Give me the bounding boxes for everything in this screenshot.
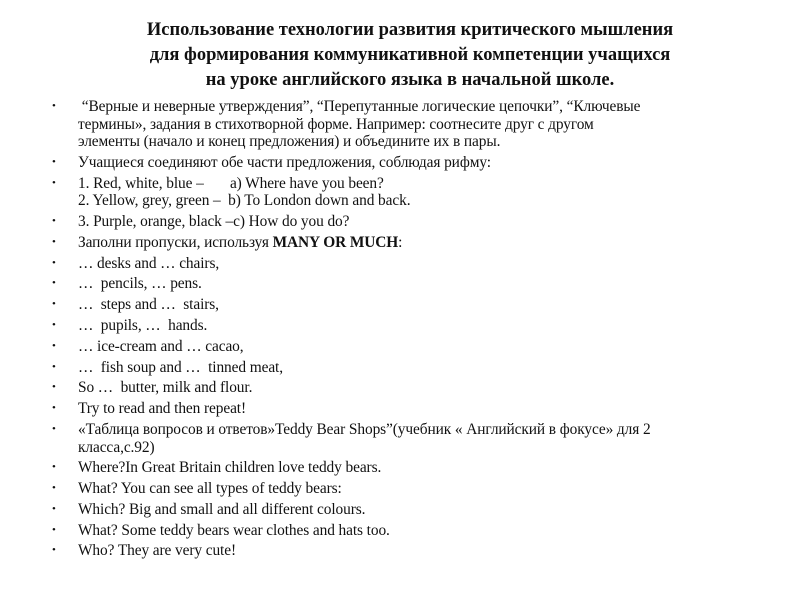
- list-item: [52, 255, 762, 273]
- bullet-icon: •: [52, 381, 56, 394]
- list-item: [52, 175, 762, 210]
- bullet-list: [52, 98, 762, 563]
- list-item: [52, 459, 762, 477]
- item-text-line: … steps and … stairs,: [78, 296, 219, 314]
- item-text-line: … pencils, … pens.: [78, 275, 202, 293]
- item-text: Заполни пропуски, используя: [78, 233, 273, 251]
- list-item: [52, 522, 762, 540]
- item-text-line: What? You can see all types of teddy bears:: [78, 480, 342, 498]
- list-item: [52, 338, 762, 356]
- bullet-icon: •: [52, 544, 56, 557]
- bullet-icon: •: [52, 339, 56, 352]
- item-text-line: “Верные и неверные утверждения”, “Перепутанные логические цепочки”, “Ключевые: [78, 98, 641, 115]
- bullet-icon: •: [52, 402, 56, 415]
- bullet-icon: •: [52, 523, 56, 536]
- item-text-line: класса,с.92): [78, 438, 155, 456]
- item-text-line: Where?In Great Britain children love teddy bears.: [78, 459, 382, 477]
- bullet-icon: •: [52, 100, 56, 112]
- item-text-line: … desks and … chairs,: [78, 254, 220, 272]
- bullet-icon: •: [52, 277, 56, 290]
- title-line: Использование технологии развития критического мышления: [146, 20, 674, 40]
- slide-title: [60, 18, 760, 93]
- item-text: :: [398, 233, 403, 251]
- item-text-line: What? Some teddy bears wear clothes and hats too.: [78, 521, 390, 539]
- bullet-icon: •: [52, 482, 56, 495]
- list-item: [52, 296, 762, 314]
- bullet-icon: •: [52, 235, 56, 248]
- item-text-line: Who? They are very cute!: [78, 542, 236, 560]
- list-item: [52, 480, 762, 498]
- item-text-line: термины», задания в стихотворной форме. Например: соотнесите друг с другом: [78, 115, 594, 133]
- item-text-line: 2. Yellow, grey, green – b) To London down and back.: [78, 192, 411, 210]
- item-text-line: … pupils, … hands.: [78, 317, 208, 335]
- list-item: [52, 234, 762, 252]
- list-item: [52, 154, 762, 172]
- bullet-icon: •: [52, 298, 56, 311]
- list-item: [52, 98, 762, 151]
- list-item: [52, 359, 762, 377]
- list-item: [52, 379, 762, 397]
- bullet-icon: •: [52, 422, 56, 435]
- bullet-icon: •: [52, 461, 56, 474]
- title-line: для формирования коммуникативной компетенции учащихся: [149, 45, 671, 65]
- bullet-icon: •: [52, 215, 56, 228]
- bullet-icon: •: [52, 176, 56, 189]
- item-text-line: So … butter, milk and flour.: [78, 379, 253, 397]
- list-item: [52, 317, 762, 335]
- item-text-line: … ice-cream and … cacao,: [78, 337, 244, 355]
- emphasis-text: MANY OR MUCH: [272, 233, 399, 251]
- list-item: [52, 275, 762, 293]
- item-text-line: 1. Red, white, blue – a) Where have you been?: [78, 174, 384, 192]
- bullet-icon: •: [52, 155, 56, 168]
- bullet-icon: •: [52, 256, 56, 269]
- bullet-icon: •: [52, 502, 56, 515]
- list-item: [52, 400, 762, 418]
- item-text-line: «Таблица вопросов и ответов»Teddy Bear Shops”(учебник « Английский в фокусе» для 2: [78, 420, 651, 438]
- list-item: [52, 542, 762, 560]
- title-line: на уроке английского языка в начальной школе.: [205, 70, 615, 90]
- item-text-line: Try to read and then repeat!: [78, 400, 247, 418]
- bullet-icon: •: [52, 319, 56, 332]
- item-text-line: Which? Big and small and all different colours.: [78, 500, 366, 518]
- item-text-line: … fish soup and … tinned meat,: [78, 358, 283, 376]
- item-text-line: 3. Purple, orange, black –c) How do you do?: [78, 213, 350, 231]
- item-text-line: Учащиеся соединяют обе части предложения, соблюдая рифму:: [78, 153, 491, 171]
- item-text-line: элементы (начало и конец предложения) и объедините их в пары.: [78, 133, 501, 151]
- list-item: [52, 213, 762, 231]
- list-item: [52, 421, 762, 456]
- bullet-icon: •: [52, 360, 56, 373]
- list-item: [52, 501, 762, 519]
